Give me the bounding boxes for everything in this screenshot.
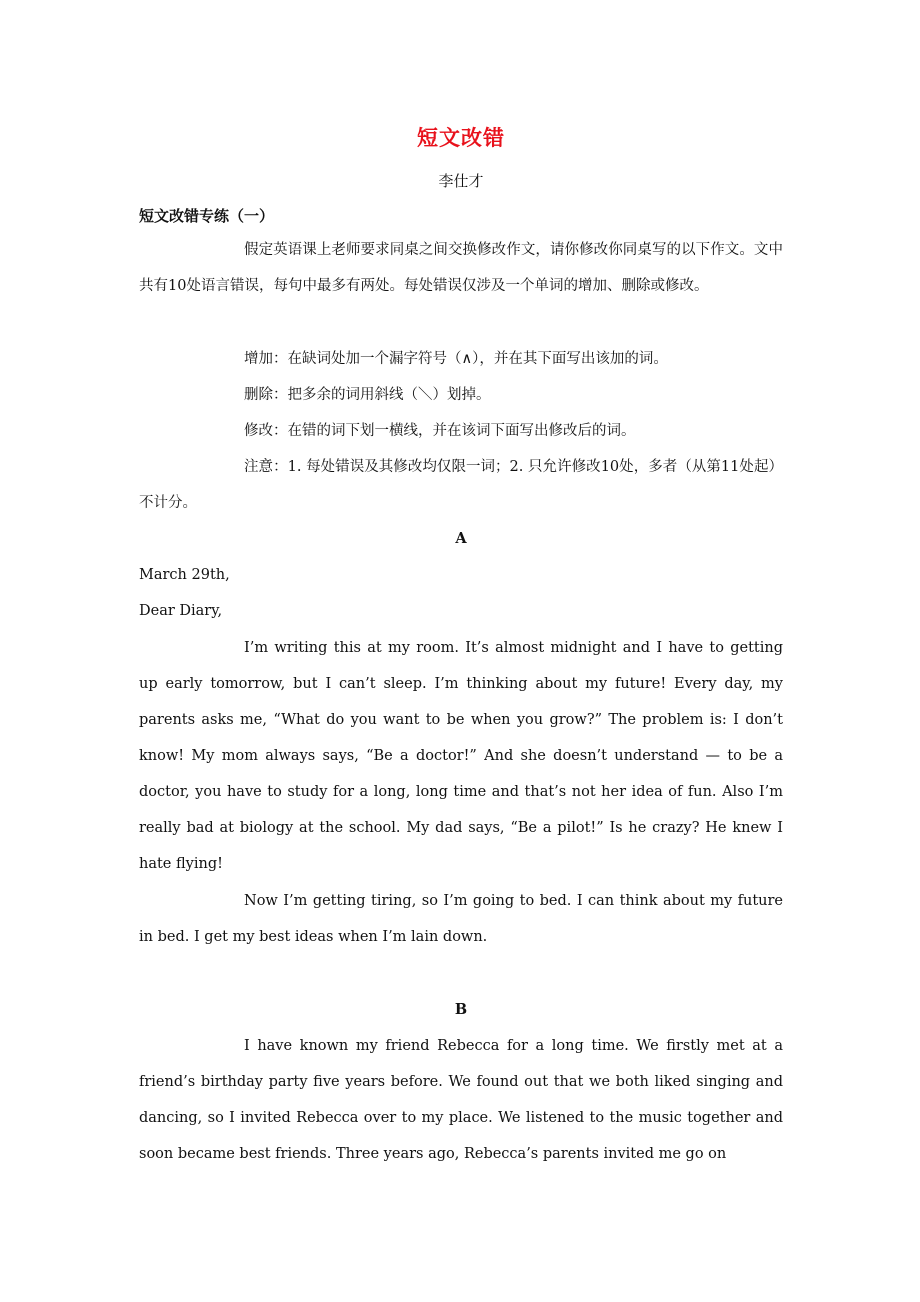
instructions-note: 注意：1. 每处错误及其修改均仅限一词；2. 只允许修改10处，多者（从第11处起）不计分。: [139, 459, 783, 511]
instructions-delete: 删除：把多余的词用斜线（＼）划掉。: [244, 387, 491, 403]
instructions-intro: 假定英语课上老师要求同桌之间交换修改作文，请你修改你同桌写的以下作文。文中共有10处语言错误，每句中最多有两处。每处错误仅涉及一个单词的增加、删除或修改。: [139, 242, 783, 294]
diary-date: March 29th,: [139, 567, 230, 583]
section-heading: 短文改错专练（一）: [139, 207, 275, 225]
passage-a-label: A: [455, 530, 467, 547]
instructions-modify: 修改：在错的词下划一横线，并在该词下面写出修改后的词。: [244, 423, 636, 439]
passage-a-paragraph-1: I’m writing this at my room. It’s almost midnight and I have to getting up early tomorrow, but I can’t sleep. I’m thinking about my future! Every day, my parents asks me, “What do you want to be when you grow?” The problem is: I don’t know! My mom always says, “Be a doctor!” And she doesn’t understand — to be a doctor, you have to study for a long, long time and that’s not her idea of fun. Also I’m really bad at biology at the school. My dad says, “Be a pilot!” Is he crazy? He knew I hate flying!: [139, 640, 783, 872]
passage-b-paragraph-1: I have known my friend Rebecca for a long time. We firstly met at a friend’s birthday party five years before. We found out that we both liked singing and dancing, so I invited Rebecca over to my place. We listened to the music together and soon became best friends. Three years ago, Rebecca’s parents invited me go on: [139, 1038, 783, 1162]
diary-greeting: Dear Diary,: [139, 603, 223, 619]
author-name: 李仕才: [438, 172, 484, 190]
document-title: 短文改错: [417, 125, 505, 150]
passage-a-paragraph-2: Now I’m getting tiring, so I’m going to bed. I can think about my future in bed. I get my best ideas when I’m lain down.: [139, 893, 783, 945]
passage-b-label: B: [454, 1001, 468, 1018]
instructions-add: 增加：在缺词处加一个漏字符号（∧），并在其下面写出该加的词。: [244, 351, 668, 367]
